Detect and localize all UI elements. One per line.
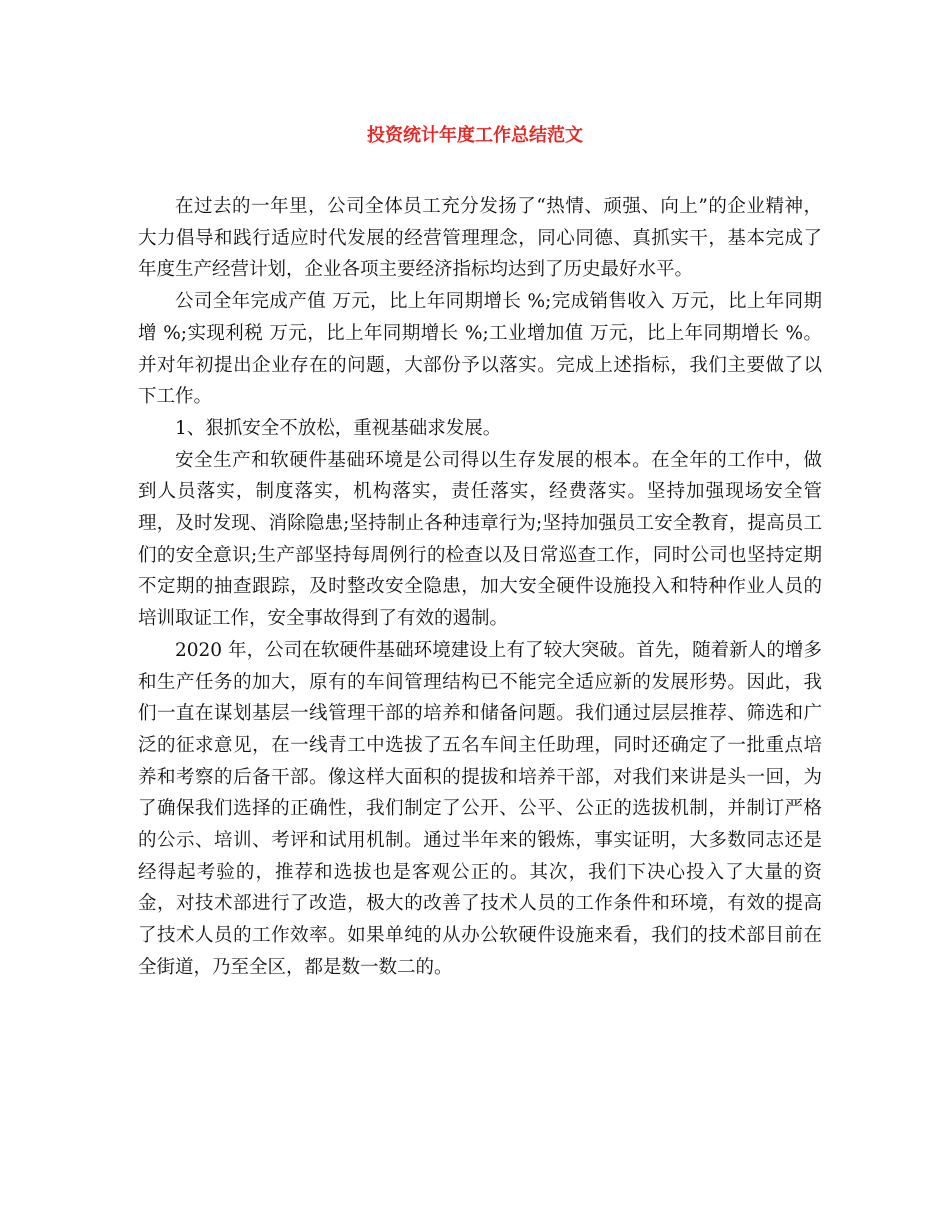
document-body	[138, 191, 822, 984]
paragraph-safety: 安全生产和软硬件基础环境是公司得以生存发展的根本。在全年的工作中，做到人员落实，制度落实，机构落实，责任落实，经费落实。坚持加强现场安全管理，及时发现、消除隐患;坚持制止各种违章行为;坚持加强员工安全教育，提高员工们的安全意识;生产部坚持每周例行的检查以及日常巡查工作，同时公司也坚持定期不定期的抽查跟踪，及时整改安全隐患，加大安全硬件设施投入和特种作业人员的培训取证工作，安全事故得到了有效的遏制。	[138, 449, 822, 630]
paragraph-annual-figures: 公司全年完成产值 万元，比上年同期增长 %;完成销售收入 万元，比上年同期增 %;实现利税 万元，比上年同期增长 %;工业增加值 万元，比上年同期增长 %。并对年初提出企业存在的问题，大部份予以落实。完成上述指标，我们主要做了以下工作。	[138, 291, 822, 408]
paragraph-intro: 在过去的一年里，公司全体员工充分发扬了“热情、顽强、向上”的企业精神，大力倡导和践行适应时代发展的经营管理理念，同心同德、真抓实干，基本完成了年度生产经营计划，企业各项主要经济指标均达到了历史最好水平。	[138, 196, 822, 281]
section-heading-safety: 1、狠抓安全不放松，重视基础求发展。	[175, 417, 502, 439]
document-title: 投资统计年度工作总结范文	[367, 125, 583, 146]
paragraph-infrastructure: 2020 年，公司在软硬件基础环境建设上有了较大突破。首先，随着新人的增多和生产任务的加大，原有的车间管理结构已不能完全适应新的发展形势。因此，我们一直在谋划基层一线管理干部的培养和储备问题。我们通过层层推荐、筛选和广泛的征求意见，在一线青工中选拔了五名车间主任助理，同时还确定了一批重点培养和考察的后备干部。像这样大面积的提拔和培养干部，对我们来讲是头一回，为了确保我们选择的正确性，我们制定了公开、公平、公正的选拔机制，并制订严格的公示、培训、考评和试用机制。通过半年来的锻炼，事实证明，大多数同志还是经得起考验的，推荐和选拔也是客观公正的。其次，我们下决心投入了大量的资金，对技术部进行了改造，极大的改善了技术人员的工作条件和环境，有效的提高了技术人员的工作效率。如果单纯的从办公软硬件设施来看，我们的技术部目前在全街道，乃至全区，都是数一数二的。	[138, 639, 822, 978]
